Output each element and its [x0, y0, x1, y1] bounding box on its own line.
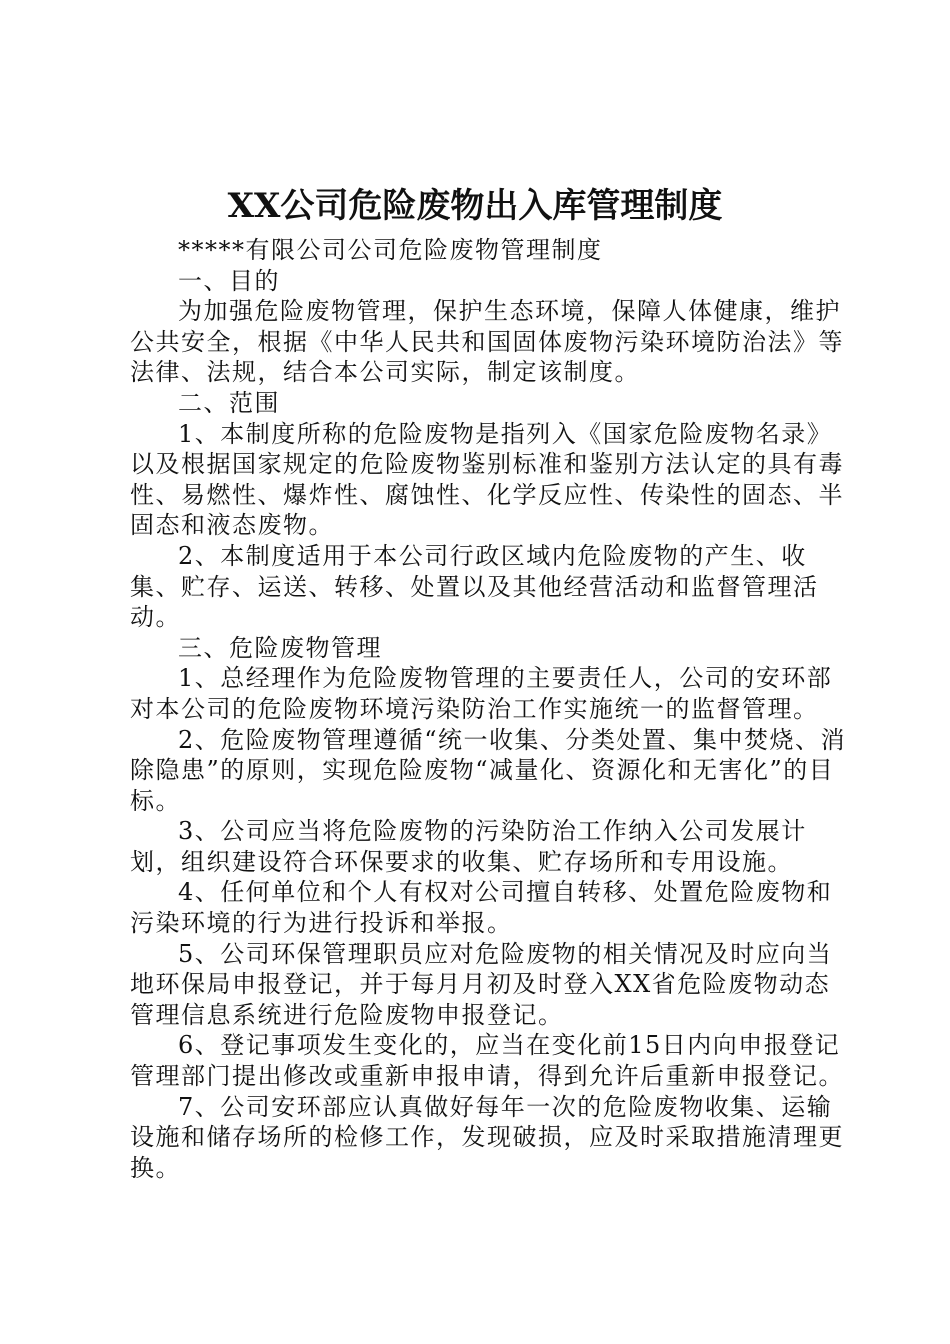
- section-heading-scope: 二、范围: [178, 388, 280, 417]
- scope-paragraph-2: 2、本制度适用于本公司行政区域内危险废物的产生、收集、贮存、运送、转移、处置以及其他经营活动和监督管理活动。: [130, 541, 819, 632]
- document-title: XX公司危险废物出入库管理制度: [227, 186, 723, 226]
- section-heading-management: 三、危险废物管理: [178, 633, 382, 662]
- subtitle-paragraph: *****有限公司公司危险废物管理制度: [178, 236, 603, 264]
- section-heading-purpose: 一、目的: [178, 266, 280, 295]
- document-body: [130, 235, 855, 1183]
- management-paragraph-4: 4、任何单位和个人有权对公司擅自转移、处置危险废物和污染环境的行为进行投诉和举报。: [130, 878, 833, 938]
- management-paragraph-2: 2、危险废物管理遵循“统一收集、分类处置、集中焚烧、消除隐患”的原则，实现危险废物“减量化、资源化和无害化”的目标。: [130, 725, 847, 815]
- management-paragraph-7: 7、公司安环部应认真做好每年一次的危险废物收集、运输设施和储存场所的检修工作，发现破损，应及时采取措施清理更换。: [130, 1092, 844, 1182]
- management-paragraph-5: 5、公司环保管理职员应对危险废物的相关情况及时应向当地环保局申报登记，并于每月月初及时登入XX省危险废物动态管理信息系统进行危险废物申报登记。: [130, 939, 833, 1029]
- scope-paragraph-1: 1、本制度所称的危险废物是指列入《国家危险废物名录》以及根据国家规定的危险废物鉴别标准和鉴别方法认定的具有毒性、易燃性、爆炸性、腐蚀性、化学反应性、传染性的固态、半固态和液态废物。: [130, 419, 844, 540]
- management-paragraph-1: 1、总经理作为危险废物管理的主要责任人，公司的安环部对本公司的危险废物环境污染防治工作实施统一的监督管理。: [130, 664, 833, 723]
- management-paragraph-6: 6、登记事项发生变化的，应当在变化前15日内向申报登记管理部门提出修改或重新申报申请，得到允许后重新申报登记。: [130, 1031, 844, 1091]
- purpose-paragraph: 为加强危险废物管理，保护生态环境，保障人体健康，维护公共安全，根据《中华人民共和国固体废物污染环境防治法》等法律、法规，结合本公司实际，制定该制度。: [130, 297, 844, 387]
- management-paragraph-3: 3、公司应当将危险废物的污染防治工作纳入公司发展计划，组织建设符合环保要求的收集、贮存场所和专用设施。: [130, 817, 807, 876]
